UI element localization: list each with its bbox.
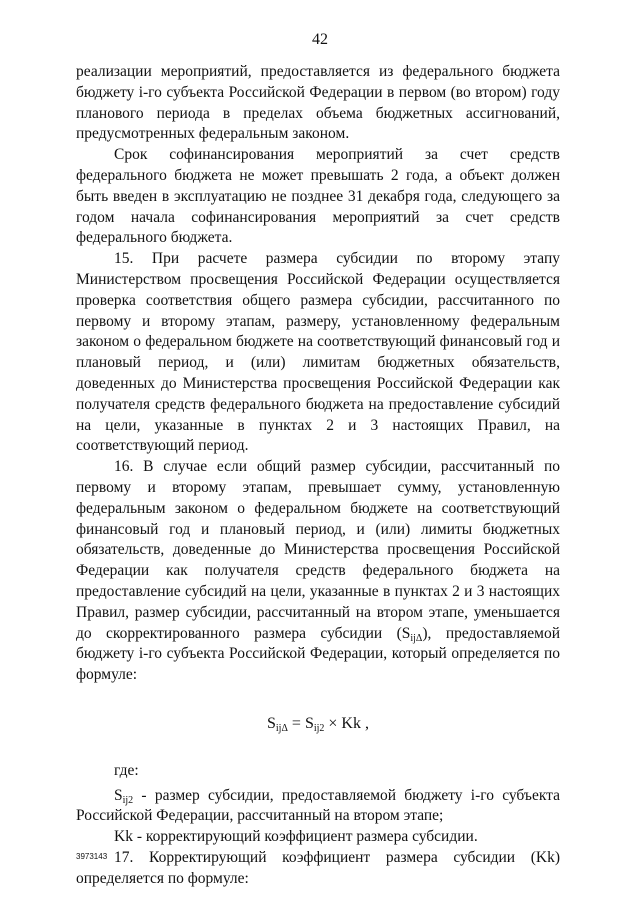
formula-equals: = — [287, 714, 305, 732]
page-number: 42 — [312, 31, 328, 48]
paragraph-15: 15. При расчете размера субсидии по второму этапу Министерством просвещения Российской Федерации осуществляется проверка соответствия общего размера субсидии, рассчитанного по первому и второму этапам, размеру, установленному федеральным законом о федеральном бюджете на соответствующий финансовый год и плановый период, и (или) лимитам бюджетных обязательств, доведенных до Министерства просвещения Российской Федерации как получателя средств федерального бюджета на предоставление субсидий на цели, указанные в пунктах 2 и 3 настоящих Правил, на соответствующий период. — [76, 250, 560, 455]
paragraph-17: 17. Корректирующий коэффициент размера субсидии (Kk) определяется по формуле: — [76, 848, 560, 887]
document-body — [76, 62, 560, 889]
paragraph-1: реализации мероприятий, предоставляется из федерального бюджета бюджету i-го субъекта Российской Федерации в первом (во втором) году планового периода в пределах объема бюджетных ассигнований, предусмотренных федеральным законом. — [76, 63, 560, 143]
paragraph-16-subscript: ijΔ — [410, 632, 423, 644]
definition-kk: Kk - корректирующий коэффициент размера субсидии. — [114, 828, 478, 846]
formula-sijdelta — [76, 714, 560, 735]
paragraph-16-text-end: ), предоставляемой бюджету i-го субъекта Российской Федерации, который определяется по формуле: — [76, 624, 560, 684]
formula-rhs-base: S — [304, 714, 314, 732]
paragraph-16 — [76, 457, 560, 686]
document-code: 3973143 — [76, 852, 108, 861]
where-label: где: — [114, 761, 139, 779]
formula-lhs-sub: ijΔ — [275, 722, 288, 734]
paragraph-2: Срок софинансирования мероприятий за счет средств федерального бюджета не может превышать 2 года, а объект должен быть введен в эксплуатацию не позднее 31 декабря года, следующего за годом начала софинансирования мероприятий за счет средств федерального бюджета. — [76, 146, 560, 247]
definition-sij2-sub: ij2 — [122, 794, 134, 806]
formula-rhs-rest: × Kk , — [324, 714, 369, 732]
definition-sij2-base: S — [114, 786, 123, 804]
paragraph-16-text-start: 16. В случае если общий размер субсидии, рассчитанный по первому и второму этапам, превышает сумму, установленную федеральным законом о федеральном бюджете на соответствующий финансовый год и плановый период, и (или) лимиты бюджетных обязательств, доведенные до Министерства просвещения Российской Федерации как получателя средств федерального бюджета на предоставление субсидий на цели, указанные в пунктах 2 и 3 настоящих Правил, размер субсидии, рассчитанный на втором этапе, уменьшается до скорректированного размера субсидии (S — [76, 458, 560, 642]
formula-lhs-base: S — [267, 714, 276, 732]
definition-sij2 — [76, 786, 560, 828]
formula-rhs-sub: ij2 — [313, 722, 325, 734]
definition-sij2-text: - размер субсидии, предоставляемой бюджету i-го субъекта Российской Федерации, рассчитанный на втором этапе; — [76, 786, 560, 825]
